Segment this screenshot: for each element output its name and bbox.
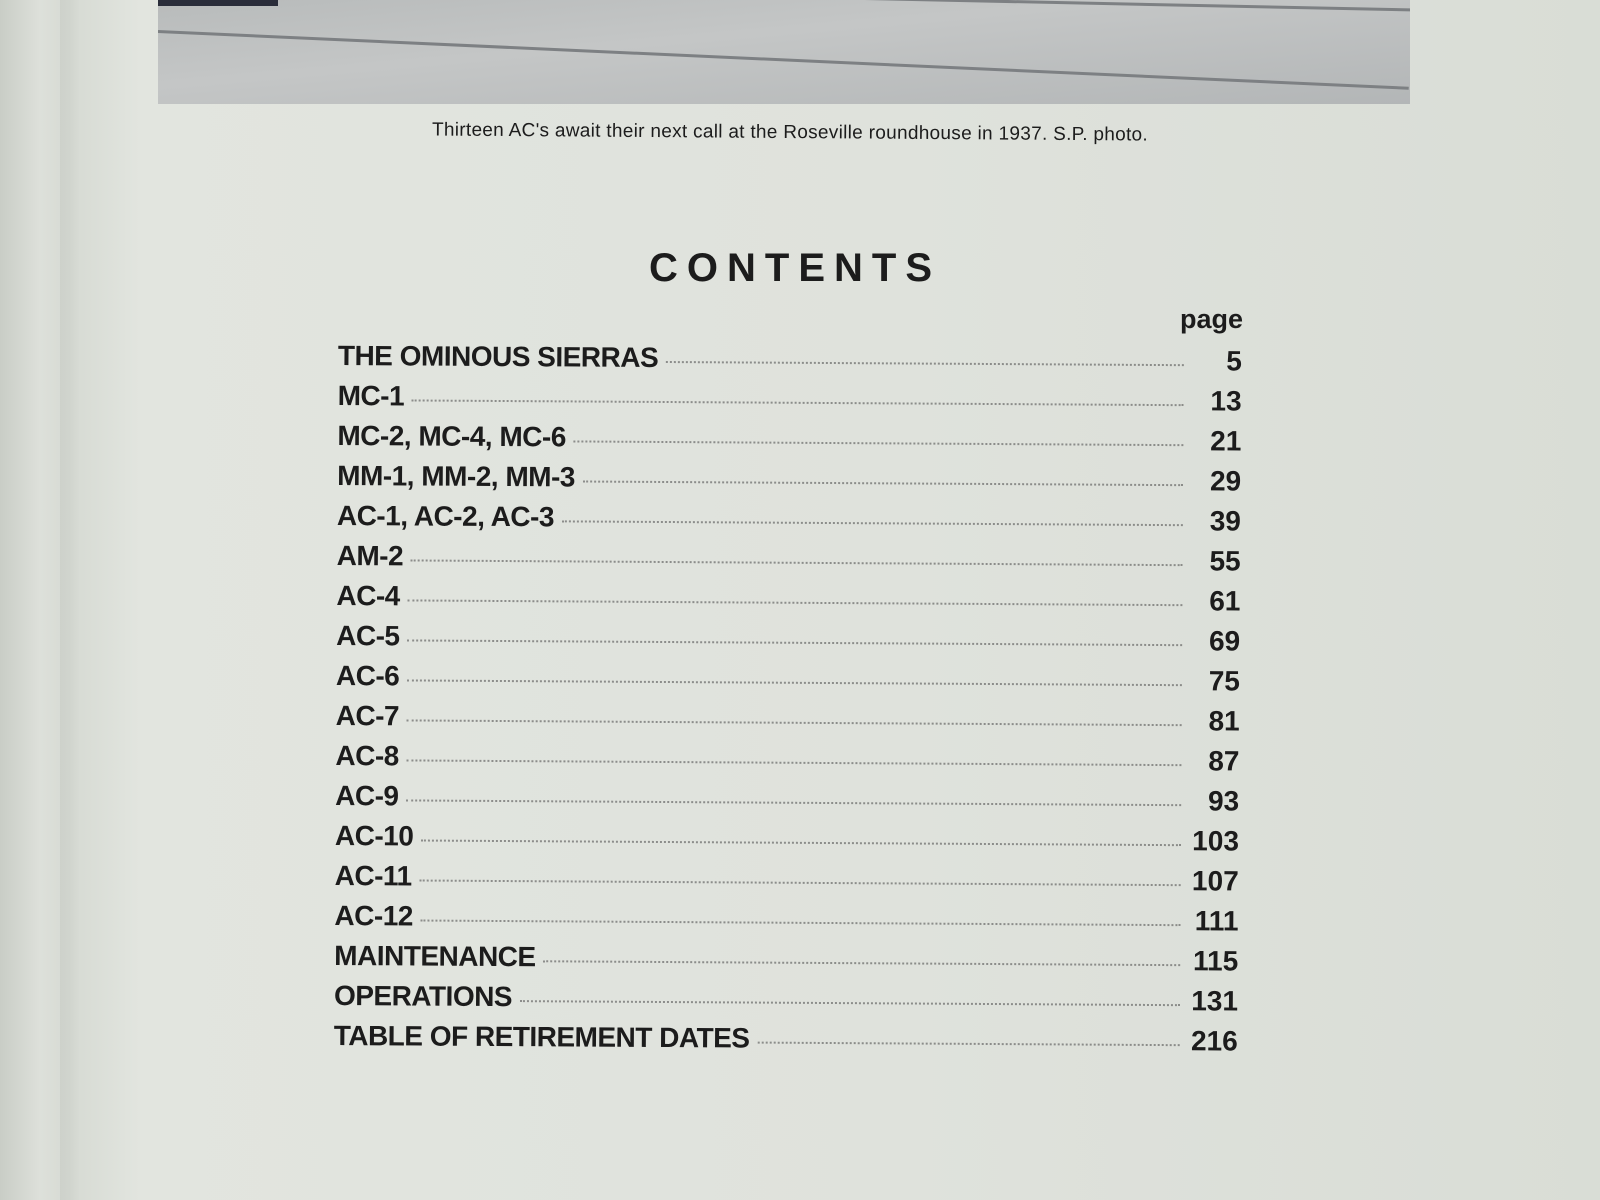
toc-entry-label: THE OMINOUS SIERRAS: [337, 340, 659, 373]
toc-entry: [334, 940, 1238, 986]
dot-leader: [583, 480, 1183, 486]
dot-leader: [408, 599, 1183, 606]
toc-entry-page: 55: [1209, 545, 1241, 577]
dot-leader: [411, 559, 1183, 566]
toc-entry: [337, 540, 1241, 586]
toc-entry-page: 107: [1191, 865, 1239, 897]
toc-entry-label: MC-1: [337, 379, 405, 412]
dot-leader: [412, 399, 1184, 406]
toc-entry-page: 115: [1192, 945, 1239, 977]
toc-entry-label: AC-1, AC-2, AC-3: [336, 499, 555, 533]
toc-entry: [338, 340, 1242, 386]
dot-leader: [562, 520, 1183, 526]
dot-leader: [520, 1000, 1180, 1006]
toc-entry-label: AC-9: [335, 779, 399, 812]
page-title: CONTENTS: [649, 246, 941, 290]
toc-entry-label: AC-6: [335, 659, 400, 692]
page-column-label: page: [1180, 304, 1244, 334]
toc-entry-label: AM-2: [336, 539, 404, 572]
toc-entry: [338, 380, 1242, 426]
toc-entry-page: 29: [1209, 465, 1242, 497]
table-of-contents: [334, 340, 1242, 1066]
toc-entry-page: 81: [1208, 705, 1240, 737]
toc-entry-page: 93: [1207, 785, 1240, 817]
toc-entry: [335, 820, 1239, 866]
toc-entry-page: 39: [1209, 505, 1242, 537]
toc-entry-label: AC-12: [334, 899, 413, 932]
toc-entry-label: MC-2, MC-4, MC-6: [337, 419, 566, 453]
toc-entry: [335, 740, 1239, 786]
toc-entry-page: 216: [1190, 1025, 1238, 1057]
dot-leader: [421, 840, 1181, 847]
dot-leader: [407, 799, 1182, 806]
toc-entry-page: 69: [1208, 625, 1241, 657]
dot-leader: [407, 759, 1182, 766]
toc-entry: [337, 460, 1241, 506]
toc-entry-label: AC-8: [335, 739, 399, 772]
dot-leader: [574, 440, 1184, 446]
toc-entry: [336, 620, 1240, 666]
toc-entry-page: 5: [1226, 345, 1242, 377]
toc-entry: [337, 420, 1241, 466]
dot-leader: [407, 679, 1182, 686]
toc-entry-label: AC-10: [334, 819, 414, 852]
dot-leader: [407, 719, 1182, 726]
toc-entry-label: MM-1, MM-2, MM-3: [337, 459, 576, 493]
dot-leader: [408, 639, 1183, 646]
photo-rail: [158, 30, 1409, 90]
toc-entry-page: 61: [1209, 585, 1241, 617]
dot-leader: [420, 880, 1181, 887]
toc-entry-page: 131: [1191, 985, 1239, 1017]
photo-rail: [558, 0, 1410, 12]
toc-entry-page: 103: [1192, 825, 1240, 857]
dot-leader: [758, 1042, 1180, 1047]
toc-entry-label: AC-7: [335, 699, 400, 732]
toc-entry-page: 87: [1208, 745, 1240, 777]
dot-leader: [666, 361, 1184, 366]
toc-entry: [337, 500, 1241, 546]
toc-entry-label: OPERATIONS: [333, 979, 513, 1013]
photo-caption: Thirteen AC's await their next call at the Roseville roundhouse in 1937. S.P. photo.: [431, 119, 1149, 146]
toc-entry-page: 75: [1208, 665, 1241, 697]
toc-entry-label: AC-11: [334, 859, 412, 892]
toc-entry: [335, 860, 1239, 906]
toc-entry-label: MAINTENANCE: [334, 939, 536, 973]
toc-entry: [334, 980, 1238, 1026]
toc-entry-page: 13: [1210, 385, 1242, 417]
toc-entry-page: 21: [1210, 425, 1242, 457]
dot-leader: [421, 920, 1181, 927]
toc-entry: [335, 780, 1239, 826]
photo-dark-edge: [158, 0, 278, 6]
toc-entry: [334, 1020, 1238, 1066]
toc-entry: [336, 580, 1240, 626]
book-gutter-shadow: [60, 0, 80, 1200]
toc-entry: [336, 700, 1240, 746]
toc-entry: [334, 900, 1238, 946]
toc-entry-label: AC-4: [336, 579, 400, 612]
toc-entry-label: AC-5: [336, 619, 400, 652]
toc-entry-label: TABLE OF RETIREMENT DATES: [333, 1019, 750, 1054]
roundhouse-photo: [158, 0, 1410, 104]
dot-leader: [544, 960, 1181, 966]
toc-entry-page: 111: [1194, 905, 1239, 937]
toc-entry: [336, 660, 1240, 706]
